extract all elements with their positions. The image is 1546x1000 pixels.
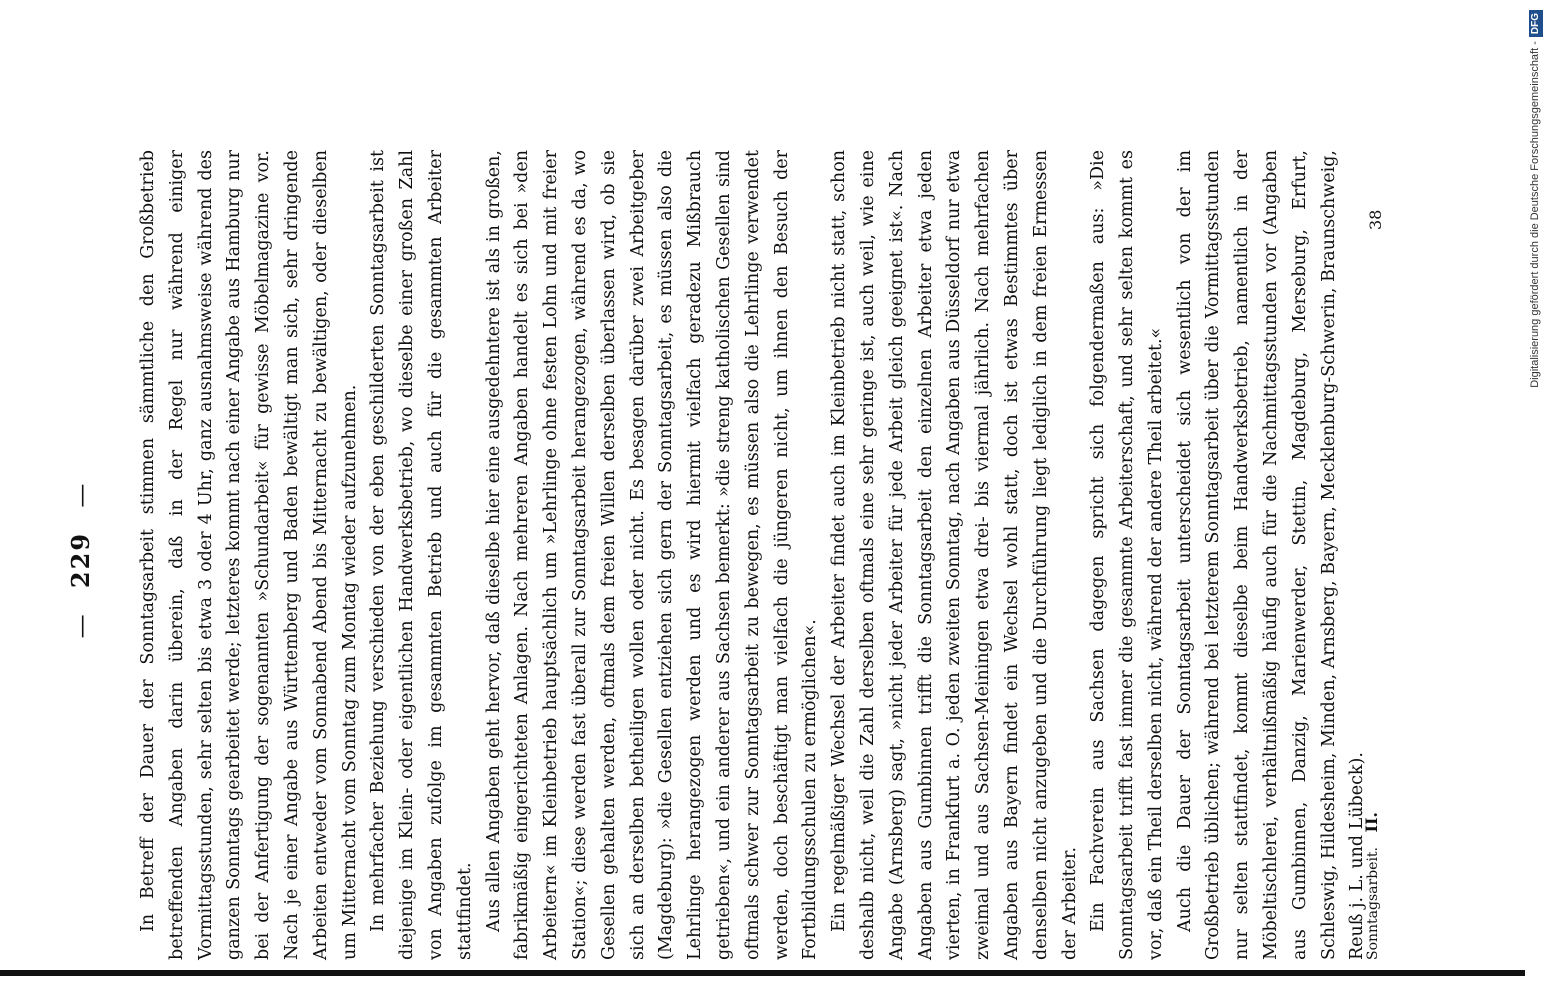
footer-label: Sonntagsarbeit. [1365, 846, 1381, 960]
page-footer [1362, 150, 1392, 960]
signature-mark: 38 [1366, 209, 1385, 230]
header-dash-right: — [67, 481, 95, 508]
rotated-page [66, 130, 1546, 990]
paragraph-5: Ein Fachverein aus Sachsen dagegen spricht sich folgendermaßen aus: »Die Sonntagsarbeit trifft fast immer die gesammte Arbeiterschaft, und sehr selten kommt es vor, daß ein Theil derselben nicht, während der andere Theil arbeitet.« [1088, 150, 1166, 960]
paragraph-2: In mehrfacher Beziehung verschieden von der eben geschilderten Sonntagsarbeit ist diejenige im Klein- oder eigentlichen Handwerksbetrieb, wo dieselbe einer großen Zahl von Angaben zufolge im gesammten Betrieb und auch für die gesammten Arbeiter stattfindet. [368, 150, 475, 960]
dfg-logo-badge: DFG [1529, 10, 1543, 37]
watermark-text-line [1525, 6, 1545, 994]
digitization-watermark [1525, 6, 1545, 994]
footer-mark: II. [1362, 811, 1381, 833]
watermark-text: Digitalisierung gefördert durch die Deutsche Forschungsgemeinschaft - [1529, 41, 1541, 388]
page-number: 229 [66, 531, 95, 589]
paragraph-4: Ein regelmäßiger Wechsel der Arbeiter findet auch im Kleinbetrieb nicht statt, schon deshalb nicht, weil die Zahl derselben oftmals eine sehr geringe ist, auch weil, wie eine Angabe (Arnsberg) sagt, »nicht jeder Arbeiter für jede Arbeit gleich geeignet ist«. Nach Angaben aus Gumbinnen trifft die Sonntagsarbeit den einzelnen Arbeiter etwa jeden vierten, in Frankfurt a. O. jeden zweiten Sonntag, nach Angaben aus Düsseldorf nur etwa zweimal und aus Sachsen-Meiningen etwa drei- bis viermal jährlich. Nach mehrfachen Angaben aus Bayern findet ein Wechsel wohl statt, doch ist etwas Bestimmtes über denselben nicht anzugeben und die Durchführung liegt lediglich in dem freien Ermessen der Arbeiter. [829, 150, 1080, 960]
body-text [134, 150, 1372, 960]
header-dash-left: — [67, 612, 95, 639]
paragraph-6: Auch die Dauer der Sonntagsarbeit unterscheidet sich wesentlich von der im Großbetrieb üblichen; während bei letzterem Sonntagsarbeit über die Vormittagsstunden nur selten stattfindet, kommt dieselbe beim Handwerksbetrieb, namentlich in der Möbeltischlerei, verhältnißmäßig häufig auch für die Nachmittagsstunden vor (Angaben aus Gumbinnen, Danzig, Marienwerder, Stettin, Magdeburg, Merseburg, Erfurt, Schleswig, Hildesheim, Minden, Arnsberg, Bayern, Mecklenburg-Schwerin, Braunschweig, Reuß j. L. und Lübeck). [1174, 150, 1368, 960]
paragraph-3: Aus allen Angaben geht hervor, daß dieselbe hier eine ausgedehntere ist als in großen, fabrikmäßig eingerichteten Anlagen. Nach mehreren Angaben handelt es sich bei »den Arbeitern« im Kleinbetrieb hauptsächlich um »Lehrlinge ohne festen Lohn und mit freier Station«; diese werden fast überall zur Sonntagsarbeit herangezogen, während es da, wo Gesellen gehalten werden, oftmals dem freien Willen derselben überlassen wird, ob sie sich an derselben betheiligen wollen oder nicht. Es besagen darüber zwei Arbeitgeber (Magdeburg): »die Gesellen entziehen sich gern der Sonntagsarbeit, es müssen also die Lehrlinge herangezogen werden und es wird hiermit vielfach geradezu Mißbrauch getrieben«, und ein anderer aus Sachsen bemerkt: »die streng katholischen Gesellen sind oftmals schwer zur Sonntagsarbeit zu bewegen, es müssen also die Lehrlinge verwendet werden, doch beschäftigt man vielfach die jüngeren nicht, um ihnen den Besuch der Fortbildungsschulen zu ermöglichen«. [483, 150, 821, 960]
paragraph-1: In Betreff der Dauer der Sonntagsarbeit stimmen sämmtliche den Großbetrieb betreffenden Angaben darin überein, daß in der Regel nur während einiger Vormittagsstunden, sehr selten bis etwa 3 oder 4 Uhr, ganz ausnahmsweise während des ganzen Sonntags gearbeitet werde; letzteres kommt nach einer Angabe aus Hamburg nur bei der Anfertigung der sogenannten »Schundarbeit« für gewisse Möbelmagazine vor. Nach je einer Angabe aus Württemberg und Baden bewältigt man sich, sehr dringende Arbeiten entweder vom Sonnabend Abend bis Mitternacht zu bewältigen, oder dieselben um Mitternacht vom Sonntag zum Montag wieder aufzunehmen. [138, 150, 360, 960]
page-header [66, 130, 126, 990]
scan-bottom-margin [0, 976, 1525, 1000]
